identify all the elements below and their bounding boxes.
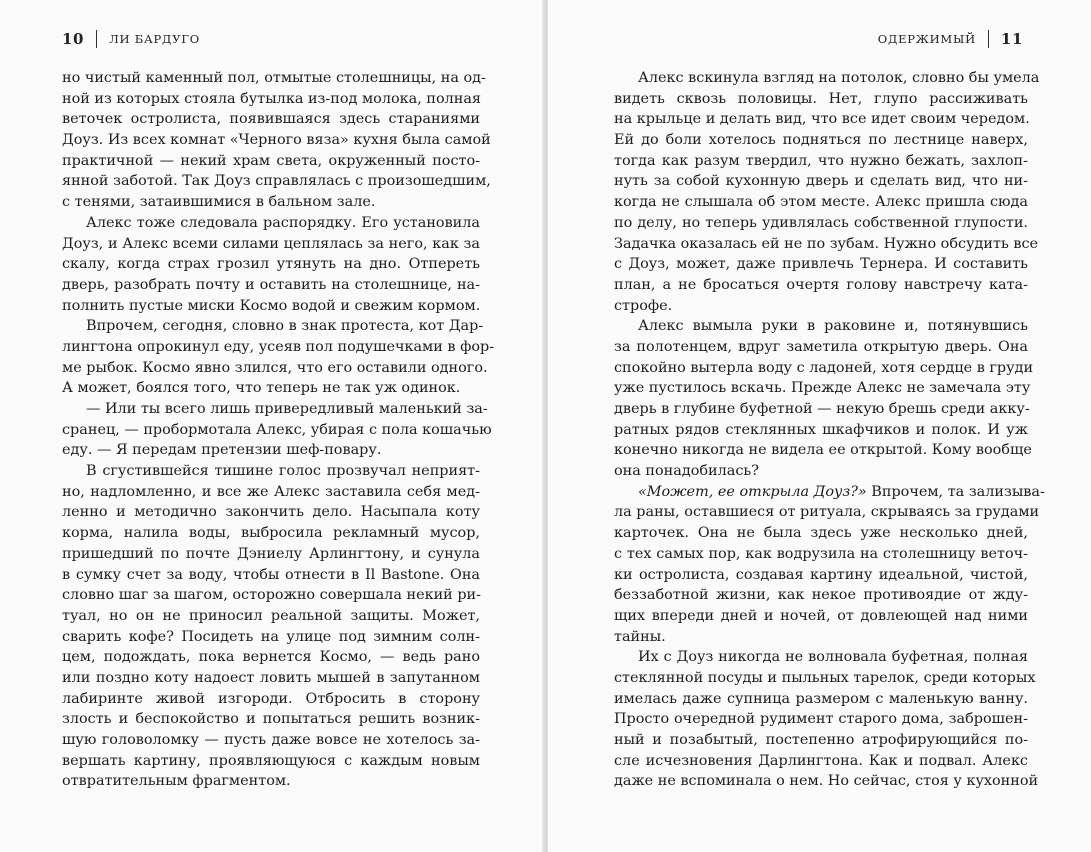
text-line xyxy=(614,234,1039,255)
line-text: план, а не бросаться очертя голову навстречу ката- xyxy=(614,276,1028,293)
text-line xyxy=(614,151,1028,172)
line-text: имелась даже супница размером с маленькую ванну. xyxy=(614,690,1028,707)
line-text: вершать картину, проявляющуюся с каждым новым xyxy=(62,752,480,769)
line-text: практичной — некий храм света, окруженный посто- xyxy=(62,152,480,169)
left-page-number: 10 xyxy=(62,30,85,48)
text-line xyxy=(62,296,480,317)
text-line xyxy=(614,502,1040,523)
left-page-header xyxy=(62,30,200,48)
text-line xyxy=(62,502,480,523)
text-line xyxy=(62,440,480,461)
line-text: но, надломленно, и все же Алекс заставила себя мед- xyxy=(62,483,480,500)
text-line xyxy=(62,337,495,358)
line-text: Доуз, и Алекс всеми силами цеплялась за него, как за xyxy=(62,235,480,252)
line-text: еду. — Я передам претензии шеф-повару. xyxy=(62,442,382,459)
line-text: дверь, разобрать почту и оставить на столешнице, на- xyxy=(62,276,480,293)
text-line xyxy=(62,399,488,420)
line-text: В сгустившейся тишине голос прозвучал неприят- xyxy=(86,463,480,480)
line-text: ной из которых стояла бутылка из-под молока, полная xyxy=(62,90,481,107)
line-text: в сумку счет за воду, чтобы отнести в Il Bastone. Она xyxy=(62,566,480,583)
line-text: или поздно коту надоест ловить мышей в запутанном xyxy=(62,669,480,686)
text-line xyxy=(62,751,480,772)
text-line xyxy=(62,378,480,399)
text-line xyxy=(62,482,480,503)
line-text: ратных рядов стеклянных шкафчиков и полок. И уж xyxy=(614,421,1028,438)
text-line xyxy=(614,89,1028,110)
text-line xyxy=(614,316,1028,337)
line-text: Ей до боли хотелось подняться по лестнице наверх, xyxy=(614,132,1028,149)
left-page xyxy=(0,0,544,852)
line-text: Впрочем, сегодня, словно в знак протеста, кот Дар- xyxy=(86,318,484,335)
line-text: она понадобилась? xyxy=(614,463,759,480)
text-line xyxy=(614,171,1028,192)
text-line xyxy=(62,647,480,668)
text-line xyxy=(62,109,480,130)
text-line xyxy=(62,254,480,275)
text-line xyxy=(614,606,1028,627)
line-text: тайны. xyxy=(614,628,666,645)
line-text: корма, налила воды, выбросила рекламный мусор, xyxy=(62,525,480,542)
line-text: ленно и методично закончить дело. Насыпала коту xyxy=(62,504,480,521)
header-separator xyxy=(96,30,97,48)
text-line xyxy=(62,420,492,441)
text-line xyxy=(614,420,1028,441)
text-line xyxy=(62,730,480,751)
text-line xyxy=(614,192,1028,213)
text-line xyxy=(62,709,480,730)
line-text: нуть за собой кухонную дверь и сделать вид, что ни- xyxy=(614,173,1028,190)
line-text: конечно никогда не видела ее открытой. Кому вообще xyxy=(614,442,1032,459)
text-line xyxy=(62,523,480,544)
line-text: беззаботной жизни, как некое противоядие от жду- xyxy=(614,587,1028,604)
text-line xyxy=(62,171,491,192)
header-separator xyxy=(988,30,989,48)
line-text: отвратительным фрагментом. xyxy=(62,773,291,790)
text-line xyxy=(62,275,480,296)
line-text: Доуз. Из всех комнат «Черного вяза» кухня была самой xyxy=(62,132,491,149)
line-text: спокойно вытерла воду с ладоней, хотя сердце в груди xyxy=(614,359,1034,376)
line-text: пришедший по почте Дэниелу Арлингтону, и сунула xyxy=(62,545,480,562)
text-line xyxy=(614,130,1028,151)
text-line xyxy=(614,482,1045,503)
line-text: за полотенцем, вдруг заметила открытую дверь. Она xyxy=(614,338,1028,355)
text-line xyxy=(614,585,1028,606)
text-line xyxy=(62,213,480,234)
line-text: ный и позабытый, постепенно атрофирующийся по- xyxy=(614,732,1028,748)
line-text: цем, подождать, пока вернется Космо, — ведь рано xyxy=(62,649,480,666)
text-line xyxy=(614,461,1028,482)
text-line xyxy=(62,234,480,255)
line-text: веточек остролиста, появившаяся здесь стараниями xyxy=(62,111,480,128)
line-text: сле исчезновения Дарлингтона. Как и подвал. Алекс xyxy=(614,752,1028,769)
line-text: сварить кофе? Посидеть на улице под зимним солн- xyxy=(62,628,480,645)
text-line xyxy=(614,730,1028,751)
line-text: Алекс тоже следовала распорядку. Его установила xyxy=(86,214,480,231)
text-line xyxy=(614,68,1040,89)
line-text: ки остролиста, создавая картину идеальной, чистой, xyxy=(614,566,1028,583)
line-text: полнить пустые миски Космо водой и свежим кормом. xyxy=(62,297,481,314)
line-text: шую головоломку — пусть даже вовсе не хотелось за- xyxy=(62,732,480,748)
text-line xyxy=(62,89,480,110)
line-text: янной заботой. Так Доуз справлялась с произошедшим, xyxy=(62,173,491,190)
line-text: туал, но он не приносил реальной защиты. Может, xyxy=(62,607,480,624)
line-text: — Или ты всего лишь привередливый маленький за- xyxy=(86,401,488,417)
text-line xyxy=(614,213,1028,234)
line-text: Впрочем, та зализыва- xyxy=(866,483,1045,500)
text-line xyxy=(62,461,480,482)
line-text: Просто очередной рудимент старого дома, заброшен- xyxy=(614,711,1028,728)
line-text: скалу, когда страх грозил утянуть на дно. Отпереть xyxy=(62,256,480,273)
line-text: даже не вспоминала о нем. Но сейчас, стоя у кухонной xyxy=(614,773,1039,790)
right-page xyxy=(548,0,1091,852)
text-line xyxy=(614,689,1028,710)
line-text: с тенями, затаившимися в бальном зале. xyxy=(62,194,376,211)
text-line xyxy=(614,378,1031,399)
left-running-head: ЛИ БАРДУГО xyxy=(109,32,200,46)
text-line xyxy=(614,668,1036,689)
line-text: стеклянной посуды и пыльных тарелок, среди которых xyxy=(614,669,1036,686)
right-page-header xyxy=(878,30,1023,48)
text-line xyxy=(62,668,480,689)
text-line xyxy=(62,358,488,379)
text-line xyxy=(62,544,480,565)
text-line xyxy=(62,316,484,337)
line-text: ме рыбок. Космо явно злился, что его оставили одного. xyxy=(62,359,488,376)
text-line xyxy=(62,130,491,151)
line-text: словно шаг за шагом, осторожно совершала некий ри- xyxy=(62,587,482,604)
line-text: ла раны, оставшиеся от ритуала, скрываясь за грудами xyxy=(614,504,1040,521)
text-line xyxy=(62,771,480,792)
text-line xyxy=(614,254,1028,275)
right-page-text xyxy=(614,68,1045,792)
text-line xyxy=(614,771,1039,792)
line-text: злость и беспокойство и попытаться решить возник- xyxy=(62,711,480,728)
line-text: когда не слышала об этом месте. Алекс пришла сюда xyxy=(614,194,1028,211)
line-text: дверь в глубине буфетной — некую брешь среди акку- xyxy=(614,401,1030,417)
text-line xyxy=(62,151,480,172)
text-line xyxy=(62,585,480,606)
text-line xyxy=(614,358,1034,379)
line-text: лингтона опрокинул еду, усеяв пол подушечками в фор- xyxy=(62,338,495,355)
line-text: щих впереди дней и ночей, от довлеющей над ними xyxy=(614,607,1028,624)
text-line xyxy=(614,627,1028,648)
text-line xyxy=(614,337,1028,358)
text-line xyxy=(62,606,480,627)
right-running-head: ОДЕРЖИМЫЙ xyxy=(877,32,976,46)
text-line xyxy=(62,689,480,710)
line-text: лабиринте живой изгороди. Отбросить в сторону xyxy=(62,690,480,707)
text-line xyxy=(614,565,1028,586)
line-text: уже пустилось вскачь. Прежде Алекс не замечала эту xyxy=(614,380,1031,397)
line-text: на крыльце и делать вид, что все идет своим чередом. xyxy=(614,111,1030,128)
text-line xyxy=(614,751,1028,772)
line-text: Алекс вскинула взгляд на потолок, словно бы умела xyxy=(638,70,1040,86)
text-line xyxy=(614,399,1028,420)
text-line xyxy=(614,523,1028,544)
text-line xyxy=(62,627,480,648)
text-line xyxy=(62,192,480,213)
line-text: но чистый каменный пол, отмытые столешницы, на од- xyxy=(62,70,486,86)
line-text: с Доуз, может, даже привлечь Тернера. И составить xyxy=(614,256,1028,273)
line-text: сранец, — пробормотала Алекс, убирая с пола кошачью xyxy=(62,421,492,438)
line-text: тогда как разум твердил, что нужно бежать, захлоп- xyxy=(614,152,1028,169)
left-page-text xyxy=(62,68,495,792)
right-page-number: 11 xyxy=(1000,30,1023,48)
line-text: карточек. Она не была здесь уже несколько дней, xyxy=(614,525,1028,542)
line-text: Задачка оказалась ей не по зубам. Нужно обсудить все xyxy=(614,235,1039,252)
text-line xyxy=(614,296,1028,317)
text-line xyxy=(614,109,1028,130)
line-text: строфе. xyxy=(614,297,673,314)
text-line xyxy=(62,68,486,89)
line-text: с тех самых пор, как водрузила на столешницу веточ- xyxy=(614,545,1028,562)
line-text: А может, боялся того, что теперь не так уж одинок. xyxy=(62,380,461,397)
line-text: Алекс вымыла руки в раковине и, потянувшись xyxy=(638,318,1028,335)
line-text: по делу, но теперь удивлялась собственной глупости. xyxy=(614,214,1028,231)
text-line xyxy=(614,544,1028,565)
text-line xyxy=(614,275,1028,296)
text-line xyxy=(614,709,1028,730)
line-text: Их с Доуз никогда не волновала буфетная, полная xyxy=(638,649,1028,666)
text-line xyxy=(62,565,480,586)
text-line xyxy=(614,440,1032,461)
line-text: видеть сквозь половицы. Нет, глупо рассиживать xyxy=(614,90,1028,107)
text-line xyxy=(614,647,1028,668)
italic-text: «Может, ее открыла Доуз?» xyxy=(638,483,867,500)
